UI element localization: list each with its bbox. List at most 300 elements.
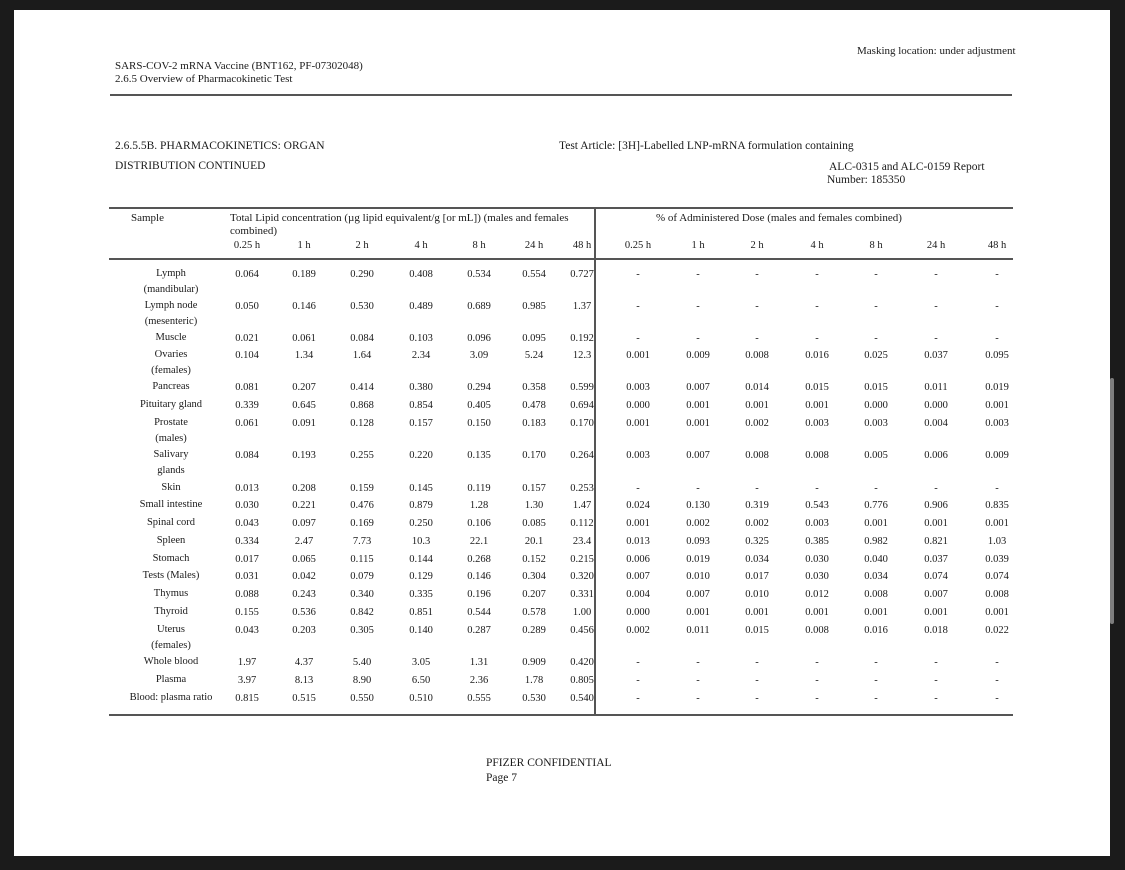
dose-time-header: 1 h (691, 240, 705, 251)
dose-value-cell: 0.009 (985, 450, 1009, 461)
lipid-value-cell: 0.408 (409, 269, 433, 280)
row-label-line: Ovaries (154, 349, 188, 360)
row-label-line: glands (157, 465, 185, 476)
lipid-value-cell: 0.159 (350, 483, 374, 494)
row-label-line: (females) (151, 365, 191, 376)
lipid-value-cell: 0.456 (570, 625, 594, 636)
dose-value-cell: 0.001 (626, 518, 650, 529)
row-label (116, 266, 226, 298)
lipid-value-cell: 0.264 (570, 450, 594, 461)
lipid-value-cell: 0.689 (467, 301, 491, 312)
lipid-value-cell: 0.221 (292, 500, 316, 511)
dose-value-cell: 0.000 (924, 400, 948, 411)
row-label-line: Uterus (157, 624, 185, 635)
lipid-value-cell: 0.851 (409, 607, 433, 618)
row-label-line: Tests (Males) (142, 570, 200, 581)
lipid-value-cell: 0.489 (409, 301, 433, 312)
lipid-value-cell: 0.544 (467, 607, 491, 618)
row-label (116, 347, 226, 379)
lipid-value-cell: 0.106 (467, 518, 491, 529)
dose-value-cell: 0.010 (745, 589, 769, 600)
lipid-value-cell: 0.554 (522, 269, 546, 280)
row-label-line: (mesenteric) (144, 316, 198, 327)
lipid-value-cell: 0.079 (350, 571, 374, 582)
dose-value-cell: 0.022 (985, 625, 1009, 636)
lipid-value-cell: 0.189 (292, 269, 316, 280)
row-label-line: Pancreas (152, 381, 190, 392)
lipid-value-cell: 0.140 (409, 625, 433, 636)
lipid-value-cell: 0.155 (235, 607, 259, 618)
dose-value-cell: 0.776 (864, 500, 888, 511)
table-top-rule (109, 207, 1013, 209)
lipid-value-cell: 6.50 (411, 675, 431, 686)
lipid-value-cell: 0.084 (350, 333, 374, 344)
dose-value-cell: 0.034 (745, 554, 769, 565)
lipid-value-cell: 0.150 (467, 418, 491, 429)
dose-value-cell: 0.001 (985, 607, 1009, 618)
lipid-value-cell: 0.805 (570, 675, 594, 686)
section-title-line2: DISTRIBUTION CONTINUED (115, 160, 266, 172)
lipid-value-cell: 0.215 (570, 554, 594, 565)
lipid-value-cell: 0.103 (409, 333, 433, 344)
row-label-line: Plasma (155, 674, 187, 685)
lipid-value-cell: 0.081 (235, 382, 259, 393)
row-label (116, 480, 226, 496)
dose-value-cell: 0.030 (805, 571, 829, 582)
dose-value-cell: - (995, 483, 999, 494)
row-label-line: Salivary (153, 449, 189, 460)
dose-value-cell: 0.001 (745, 400, 769, 411)
lipid-time-header: 1 h (297, 240, 311, 251)
lipid-value-cell: 0.476 (350, 500, 374, 511)
dose-value-cell: 0.015 (864, 382, 888, 393)
lipid-value-cell: 0.061 (292, 333, 316, 344)
lipid-value-cell: 0.815 (235, 693, 259, 704)
dose-value-cell: 0.019 (686, 554, 710, 565)
dose-value-cell: 0.001 (686, 418, 710, 429)
administered-dose-header: % of Administered Dose (males and females combined) (656, 212, 902, 224)
lipid-value-cell: 0.536 (292, 607, 316, 618)
dose-value-cell: 0.006 (626, 554, 650, 565)
lipid-value-cell: 0.091 (292, 418, 316, 429)
row-label-line: Pituitary gland (139, 399, 203, 410)
row-label-line: Spleen (156, 535, 186, 546)
dose-value-cell: - (934, 269, 938, 280)
dose-value-cell: - (696, 693, 700, 704)
row-label (116, 604, 226, 620)
lipid-value-cell: 0.088 (235, 589, 259, 600)
dose-value-cell: 0.015 (805, 382, 829, 393)
lipid-value-cell: 1.47 (572, 500, 592, 511)
lipid-value-cell: 0.146 (292, 301, 316, 312)
lipid-value-cell: 0.414 (350, 382, 374, 393)
report-line1: ALC-0315 and ALC-0159 Report (829, 161, 985, 173)
dose-value-cell: 0.014 (745, 382, 769, 393)
dose-value-cell: - (934, 657, 938, 668)
row-label (116, 586, 226, 602)
lipid-value-cell: 0.340 (350, 589, 374, 600)
lipid-value-cell: 0.128 (350, 418, 374, 429)
row-label (116, 568, 226, 584)
dose-value-cell: - (696, 657, 700, 668)
lipid-value-cell: 0.043 (235, 518, 259, 529)
dose-value-cell: 0.015 (745, 625, 769, 636)
dose-value-cell: 0.001 (805, 607, 829, 618)
lipid-value-cell: 3.05 (411, 657, 431, 668)
footer-confidential: PFIZER CONFIDENTIAL (486, 757, 612, 769)
dose-value-cell: 0.003 (805, 518, 829, 529)
row-label (116, 497, 226, 513)
dose-value-cell: - (934, 301, 938, 312)
dose-value-cell: - (874, 675, 878, 686)
dose-value-cell: 0.016 (805, 350, 829, 361)
distribution-table (109, 207, 1013, 717)
lipid-value-cell: 0.050 (235, 301, 259, 312)
lipid-value-cell: 0.193 (292, 450, 316, 461)
dose-value-cell: 0.024 (626, 500, 650, 511)
dose-value-cell: 0.074 (985, 571, 1009, 582)
dose-value-cell: 0.008 (985, 589, 1009, 600)
dose-value-cell: 0.130 (686, 500, 710, 511)
dose-value-cell: 0.543 (805, 500, 829, 511)
lipid-value-cell: 0.339 (235, 400, 259, 411)
dose-value-cell: 0.007 (686, 450, 710, 461)
lipid-value-cell: 0.157 (409, 418, 433, 429)
dose-value-cell: 0.008 (805, 625, 829, 636)
lipid-value-cell: 0.358 (522, 382, 546, 393)
lipid-concentration-header: Total Lipid concentration (µg lipid equivalent/g [or mL]) (males and females combined) (230, 212, 569, 237)
dose-value-cell: 0.037 (924, 350, 948, 361)
dose-value-cell: 0.002 (745, 418, 769, 429)
row-label-line: Whole blood (143, 656, 199, 667)
lipid-value-cell: 1.00 (572, 607, 592, 618)
row-label-line: Small intestine (139, 499, 203, 510)
lipid-value-cell: 0.253 (570, 483, 594, 494)
dose-value-cell: 0.007 (686, 589, 710, 600)
lipid-value-cell: 1.30 (524, 500, 544, 511)
row-label (116, 298, 226, 330)
row-label (116, 654, 226, 670)
dose-value-cell: 0.007 (924, 589, 948, 600)
dose-time-header: 8 h (869, 240, 883, 251)
dose-value-cell: - (934, 483, 938, 494)
lipid-value-cell: 0.220 (409, 450, 433, 461)
lipid-time-header: 8 h (472, 240, 486, 251)
dose-value-cell: - (995, 657, 999, 668)
lipid-value-cell: 3.09 (469, 350, 489, 361)
lipid-value-cell: 0.096 (467, 333, 491, 344)
dose-time-header: 24 h (926, 240, 946, 251)
lipid-value-cell: 0.290 (350, 269, 374, 280)
lipid-value-cell: 5.24 (524, 350, 544, 361)
sample-column-header: Sample (131, 212, 164, 224)
lipid-value-cell: 0.170 (570, 418, 594, 429)
lipid-value-cell: 1.34 (294, 350, 314, 361)
lipid-value-cell: 0.331 (570, 589, 594, 600)
lipid-value-cell: 0.196 (467, 589, 491, 600)
dose-value-cell: 0.002 (745, 518, 769, 529)
lipid-value-cell: 0.207 (292, 382, 316, 393)
dose-value-cell: - (874, 657, 878, 668)
lipid-value-cell: 0.207 (522, 589, 546, 600)
row-label-line: (females) (151, 640, 191, 651)
lipid-value-cell: 0.294 (467, 382, 491, 393)
dose-value-cell: 0.001 (626, 418, 650, 429)
lipid-value-cell: 0.879 (409, 500, 433, 511)
header-divider (110, 94, 1012, 96)
masking-note: Masking location: under adjustment (857, 45, 1016, 57)
lipid-value-cell: 7.73 (352, 536, 372, 547)
lipid-value-cell: 2.34 (411, 350, 431, 361)
row-label-line: Spinal cord (146, 517, 196, 528)
lipid-value-cell: 3.97 (237, 675, 257, 686)
lipid-value-cell: 0.530 (350, 301, 374, 312)
dose-value-cell: 0.005 (864, 450, 888, 461)
lipid-value-cell: 5.40 (352, 657, 372, 668)
dose-value-cell: 0.006 (924, 450, 948, 461)
lipid-value-cell: 0.042 (292, 571, 316, 582)
dose-value-cell: 0.019 (985, 382, 1009, 393)
dose-value-cell: - (636, 693, 640, 704)
lipid-value-cell: 0.555 (467, 693, 491, 704)
dose-time-header: 2 h (750, 240, 764, 251)
lipid-value-cell: 12.3 (572, 350, 592, 361)
dose-value-cell: - (755, 483, 759, 494)
test-article: Test Article: [3H]-Labelled LNP-mRNA formulation containing (559, 140, 854, 152)
lipid-value-cell: 0.335 (409, 589, 433, 600)
dose-value-cell: 0.003 (985, 418, 1009, 429)
dose-value-cell: - (995, 269, 999, 280)
dose-value-cell: - (995, 333, 999, 344)
dose-value-cell: 0.001 (864, 607, 888, 618)
lipid-value-cell: 0.157 (522, 483, 546, 494)
dose-value-cell: - (755, 675, 759, 686)
dose-value-cell: 0.016 (864, 625, 888, 636)
row-label-line: Lymph (156, 268, 186, 279)
dose-value-cell: - (815, 483, 819, 494)
row-label-line: Blood: plasma ratio (129, 692, 213, 703)
dose-value-cell: - (995, 675, 999, 686)
lipid-value-cell: 0.115 (350, 554, 374, 565)
dose-value-cell: 0.017 (745, 571, 769, 582)
dose-value-cell: 0.002 (626, 625, 650, 636)
dose-value-cell: - (755, 301, 759, 312)
dose-value-cell: 0.001 (985, 518, 1009, 529)
dose-value-cell: 0.012 (805, 589, 829, 600)
lipid-value-cell: 0.868 (350, 400, 374, 411)
dose-value-cell: 0.004 (924, 418, 948, 429)
dose-value-cell: 0.001 (924, 607, 948, 618)
row-label-line: Skin (161, 482, 181, 493)
dose-value-cell: 0.007 (626, 571, 650, 582)
row-label-line: Muscle (155, 332, 187, 343)
dose-value-cell: - (636, 269, 640, 280)
lipid-value-cell: 0.540 (570, 693, 594, 704)
dose-value-cell: 0.003 (805, 418, 829, 429)
lipid-value-cell: 0.085 (522, 518, 546, 529)
lipid-value-cell: 0.203 (292, 625, 316, 636)
dose-value-cell: - (696, 301, 700, 312)
lipid-value-cell: 0.043 (235, 625, 259, 636)
lipid-value-cell: 0.534 (467, 269, 491, 280)
lipid-value-cell: 0.017 (235, 554, 259, 565)
lipid-value-cell: 0.097 (292, 518, 316, 529)
lipid-value-cell: 2.36 (469, 675, 489, 686)
lipid-value-cell: 0.727 (570, 269, 594, 280)
dose-value-cell: - (696, 333, 700, 344)
lipid-value-cell: 0.842 (350, 607, 374, 618)
dose-value-cell: 0.039 (985, 554, 1009, 565)
row-label (116, 533, 226, 549)
table-bottom-rule (109, 714, 1013, 716)
lipid-value-cell: 0.255 (350, 450, 374, 461)
dose-value-cell: 0.003 (864, 418, 888, 429)
dose-value-cell: - (696, 483, 700, 494)
dose-value-cell: 0.319 (745, 500, 769, 511)
lipid-value-cell: 0.530 (522, 693, 546, 704)
dose-value-cell: 0.001 (745, 607, 769, 618)
dose-value-cell: - (815, 693, 819, 704)
lipid-value-cell: 4.37 (294, 657, 314, 668)
lipid-value-cell: 0.031 (235, 571, 259, 582)
lipid-value-cell: 0.152 (522, 554, 546, 565)
lipid-value-cell: 20.1 (524, 536, 544, 547)
dose-value-cell: - (995, 693, 999, 704)
lipid-value-cell: 0.170 (522, 450, 546, 461)
dose-value-cell: - (636, 675, 640, 686)
lipid-value-cell: 0.243 (292, 589, 316, 600)
dose-time-header: 4 h (810, 240, 824, 251)
dose-value-cell: 0.003 (626, 450, 650, 461)
lipid-value-cell: 0.144 (409, 554, 433, 565)
dose-value-cell: 0.030 (805, 554, 829, 565)
lipid-value-cell: 0.694 (570, 400, 594, 411)
lipid-value-cell: 1.31 (469, 657, 489, 668)
dose-value-cell: 0.001 (805, 400, 829, 411)
dose-value-cell: 0.001 (686, 607, 710, 618)
dose-value-cell: 0.001 (686, 400, 710, 411)
lipid-value-cell: 0.104 (235, 350, 259, 361)
dose-value-cell: - (696, 269, 700, 280)
lipid-value-cell: 0.030 (235, 500, 259, 511)
dose-value-cell: 0.001 (864, 518, 888, 529)
lipid-value-cell: 0.065 (292, 554, 316, 565)
table-header-rule (109, 258, 1013, 260)
row-label (116, 515, 226, 531)
row-label-line: Thyroid (154, 606, 188, 617)
dose-value-cell: 0.000 (626, 607, 650, 618)
dose-value-cell: 0.037 (924, 554, 948, 565)
dose-value-cell: 0.001 (985, 400, 1009, 411)
dose-value-cell: 0.093 (686, 536, 710, 547)
dose-value-cell: - (636, 483, 640, 494)
lipid-value-cell: 0.183 (522, 418, 546, 429)
lipid-time-header: 2 h (355, 240, 369, 251)
dose-value-cell: 0.011 (686, 625, 710, 636)
row-label-line: Lymph node (144, 300, 198, 311)
dose-value-cell: 0.011 (924, 382, 948, 393)
dose-time-header: 48 h (987, 240, 1007, 251)
lipid-value-cell: 0.304 (522, 571, 546, 582)
header-title: SARS-COV-2 mRNA Vaccine (BNT162, PF-07302048) (115, 60, 363, 72)
lipid-value-cell: 0.854 (409, 400, 433, 411)
lipid-value-cell: 0.064 (235, 269, 259, 280)
lipid-value-cell: 0.119 (467, 483, 491, 494)
lipid-value-cell: 0.013 (235, 483, 259, 494)
dose-value-cell: - (636, 301, 640, 312)
dose-value-cell: - (755, 657, 759, 668)
lipid-value-cell: 0.268 (467, 554, 491, 565)
lipid-value-cell: 1.37 (572, 301, 592, 312)
lipid-value-cell: 0.250 (409, 518, 433, 529)
dose-value-cell: - (636, 333, 640, 344)
lipid-value-cell: 1.64 (352, 350, 372, 361)
dose-value-cell: 0.002 (686, 518, 710, 529)
dose-value-cell: 0.000 (864, 400, 888, 411)
dose-value-cell: - (755, 269, 759, 280)
dose-value-cell: - (874, 483, 878, 494)
document-page (14, 10, 1110, 856)
dose-value-cell: 0.000 (626, 400, 650, 411)
lipid-value-cell: 0.135 (467, 450, 491, 461)
dose-value-cell: 0.008 (805, 450, 829, 461)
lipid-value-cell: 0.334 (235, 536, 259, 547)
dose-value-cell: - (815, 301, 819, 312)
lipid-value-cell: 1.28 (469, 500, 489, 511)
lipid-value-cell: 0.645 (292, 400, 316, 411)
lipid-value-cell: 1.78 (524, 675, 544, 686)
lipid-value-cell: 0.145 (409, 483, 433, 494)
dose-value-cell: 0.325 (745, 536, 769, 547)
dose-value-cell: 0.040 (864, 554, 888, 565)
lipid-value-cell: 0.129 (409, 571, 433, 582)
dose-value-cell: - (815, 657, 819, 668)
lipid-value-cell: 0.287 (467, 625, 491, 636)
lipid-time-header: 0.25 h (233, 240, 261, 251)
dose-value-cell: - (874, 693, 878, 704)
dose-value-cell: - (636, 657, 640, 668)
lipid-value-cell: 0.021 (235, 333, 259, 344)
dose-value-cell: - (934, 675, 938, 686)
row-label-line: Stomach (152, 553, 190, 564)
dose-value-cell: 0.906 (924, 500, 948, 511)
dose-value-cell: 0.008 (864, 589, 888, 600)
lipid-value-cell: 10.3 (411, 536, 431, 547)
lipid-value-cell: 0.289 (522, 625, 546, 636)
lipid-value-cell: 23.4 (572, 536, 592, 547)
dose-value-cell: 0.821 (924, 536, 948, 547)
row-label-line: (mandibular) (143, 284, 199, 295)
lipid-value-cell: 0.515 (292, 693, 316, 704)
lipid-value-cell: 0.320 (570, 571, 594, 582)
dose-time-header: 0.25 h (624, 240, 652, 251)
dose-value-cell: 0.013 (626, 536, 650, 547)
scrollbar-thumb[interactable] (1110, 378, 1114, 624)
lipid-value-cell: 0.146 (467, 571, 491, 582)
lipid-value-cell: 0.420 (570, 657, 594, 668)
lipid-value-cell: 0.095 (522, 333, 546, 344)
dose-value-cell: 1.03 (987, 536, 1007, 547)
header-subtitle: 2.6.5 Overview of Pharmacokinetic Test (115, 73, 293, 85)
lipid-time-header: 48 h (572, 240, 592, 251)
row-label (116, 622, 226, 654)
dose-value-cell: - (995, 301, 999, 312)
table-column-divider (594, 207, 596, 716)
row-label (116, 330, 226, 346)
dose-value-cell: - (755, 693, 759, 704)
report-line2: Number: 185350 (827, 174, 906, 186)
row-label (116, 447, 226, 479)
